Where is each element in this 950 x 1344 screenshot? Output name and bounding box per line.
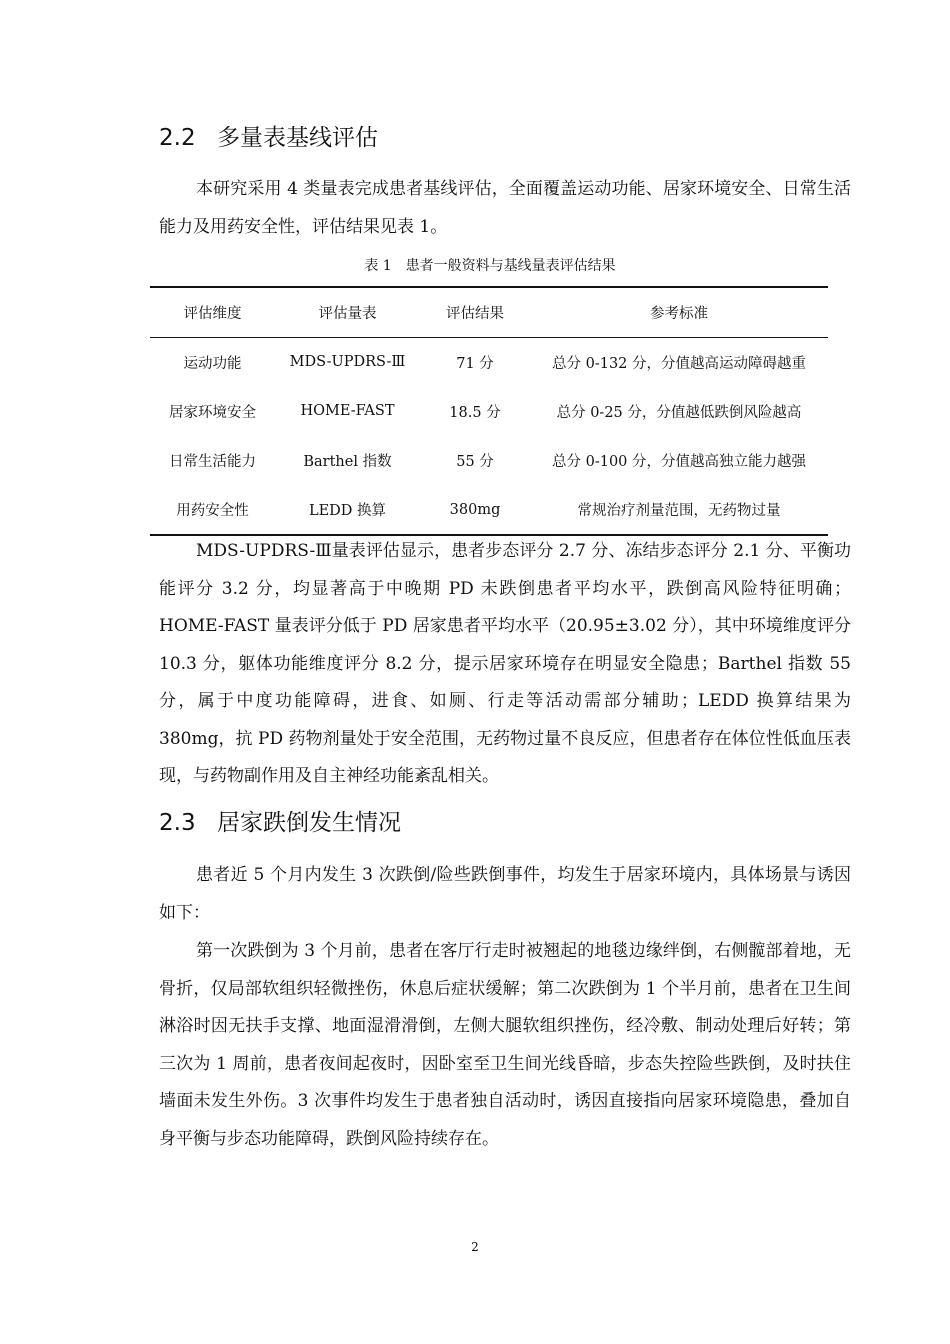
section-title: 多量表基线评估 [217,125,378,151]
page-number: 2 [471,1240,479,1254]
table-row [150,387,828,437]
header-reference: 参考标准 [530,287,828,337]
section-number: 2.2 [159,125,196,151]
section-2-2-intro: 本研究采用 4 类量表完成患者基线评估，全面覆盖运动功能、居家环境安全、日常生活能力及用药安全性，评估结果见表 1。 [159,179,851,237]
cell-scale: Barthel 指数 [303,454,392,471]
header-dimension: 评估维度 [150,287,275,337]
table-row [150,337,828,387]
header-result: 评估结果 [420,287,530,337]
cell-result: 18.5 分 [449,404,501,421]
section-heading-2-2 [159,123,378,153]
cell-dimension: 居家环境安全 [169,404,256,421]
cell-scale: HOME-FAST [300,403,395,420]
section-heading-2-3 [159,808,401,838]
section-title: 居家跌倒发生情况 [217,810,401,836]
section-2-3-paragraph-1: 患者近 5 个月内发生 3 次跌倒/险些跌倒事件，均发生于居家环境内，具体场景与诱因如下： [159,865,851,923]
table-header-row [150,287,828,337]
table-row [150,486,828,536]
table-caption: 表 1 患者一般资料与基线量表评估结果 [364,258,616,274]
section-2-2-analysis: MDS-UPDRS-Ⅲ量表评估显示，患者步态评分 2.7 分、冻结步态评分 2.1 分、平衡功能评分 3.2 分，均显著高于中晚期 PD 未跌倒患者平均水平，跌倒高风险特征明确；HOME-FAST 量表评分低于 PD 居家患者平均水平（20.95±3.02 分），其中环境维度评分 10.3 分，躯体功能维度评分 8.2 分，提示居家环境存在明显安全隐患；Barthel 指数 55 分，属于中度功能障碍，进食、如厕、行走等活动需部分辅助；LEDD 换算结果为 380mg，抗 PD 药物剂量处于安全范围，无药物过量不良反应，但患者存在体位性低血压表现，与药物副作用及自主神经功能紊乱相关。 [159,541,851,786]
cell-dimension: 运动功能 [183,355,242,372]
section-number: 2.3 [159,810,196,836]
cell-scale: LEDD 换算 [275,486,420,536]
header-scale: 评估量表 [275,287,420,337]
cell-result: 55 分 [456,454,494,471]
cell-reference: 总分 0-25 分，分值越低跌倒风险越高 [556,404,802,421]
section-2-3-paragraph-2: 第一次跌倒为 3 个月前，患者在客厅行走时被翘起的地毯边缘绊倒，右侧髋部着地，无骨折，仅局部软组织轻微挫伤，休息后症状缓解；第二次跌倒为 1 个半月前，患者在卫生间淋浴时因无扶手支撑、地面湿滑滑倒，左侧大腿软组织挫伤，经冷敷、制动处理后好转；第三次为 1 周前，患者夜间起夜时，因卧室至卫生间光线昏暗，步态失控险些跌倒，及时扶住墙面未发生外伤。3 次事件均发生于患者独自活动时，诱因直接指向居家环境隐患，叠加自身平衡与步态功能障碍，跌倒风险持续存在。 [159,941,851,1149]
cell-dimension: 日常生活能力 [169,454,256,471]
table-row [150,436,828,486]
cell-reference: 常规治疗剂量范围，无药物过量 [530,486,828,536]
cell-result: 71 分 [456,355,494,372]
cell-reference: 总分 0-100 分，分值越高独立能力越强 [551,454,807,471]
cell-reference: 总分 0-132 分，分值越高运动障碍越重 [551,355,807,372]
cell-dimension: 用药安全性 [150,486,275,536]
cell-scale: MDS-UPDRS-Ⅲ [289,354,406,370]
cell-result: 380mg [420,486,530,536]
baseline-assessment-table [150,286,828,536]
